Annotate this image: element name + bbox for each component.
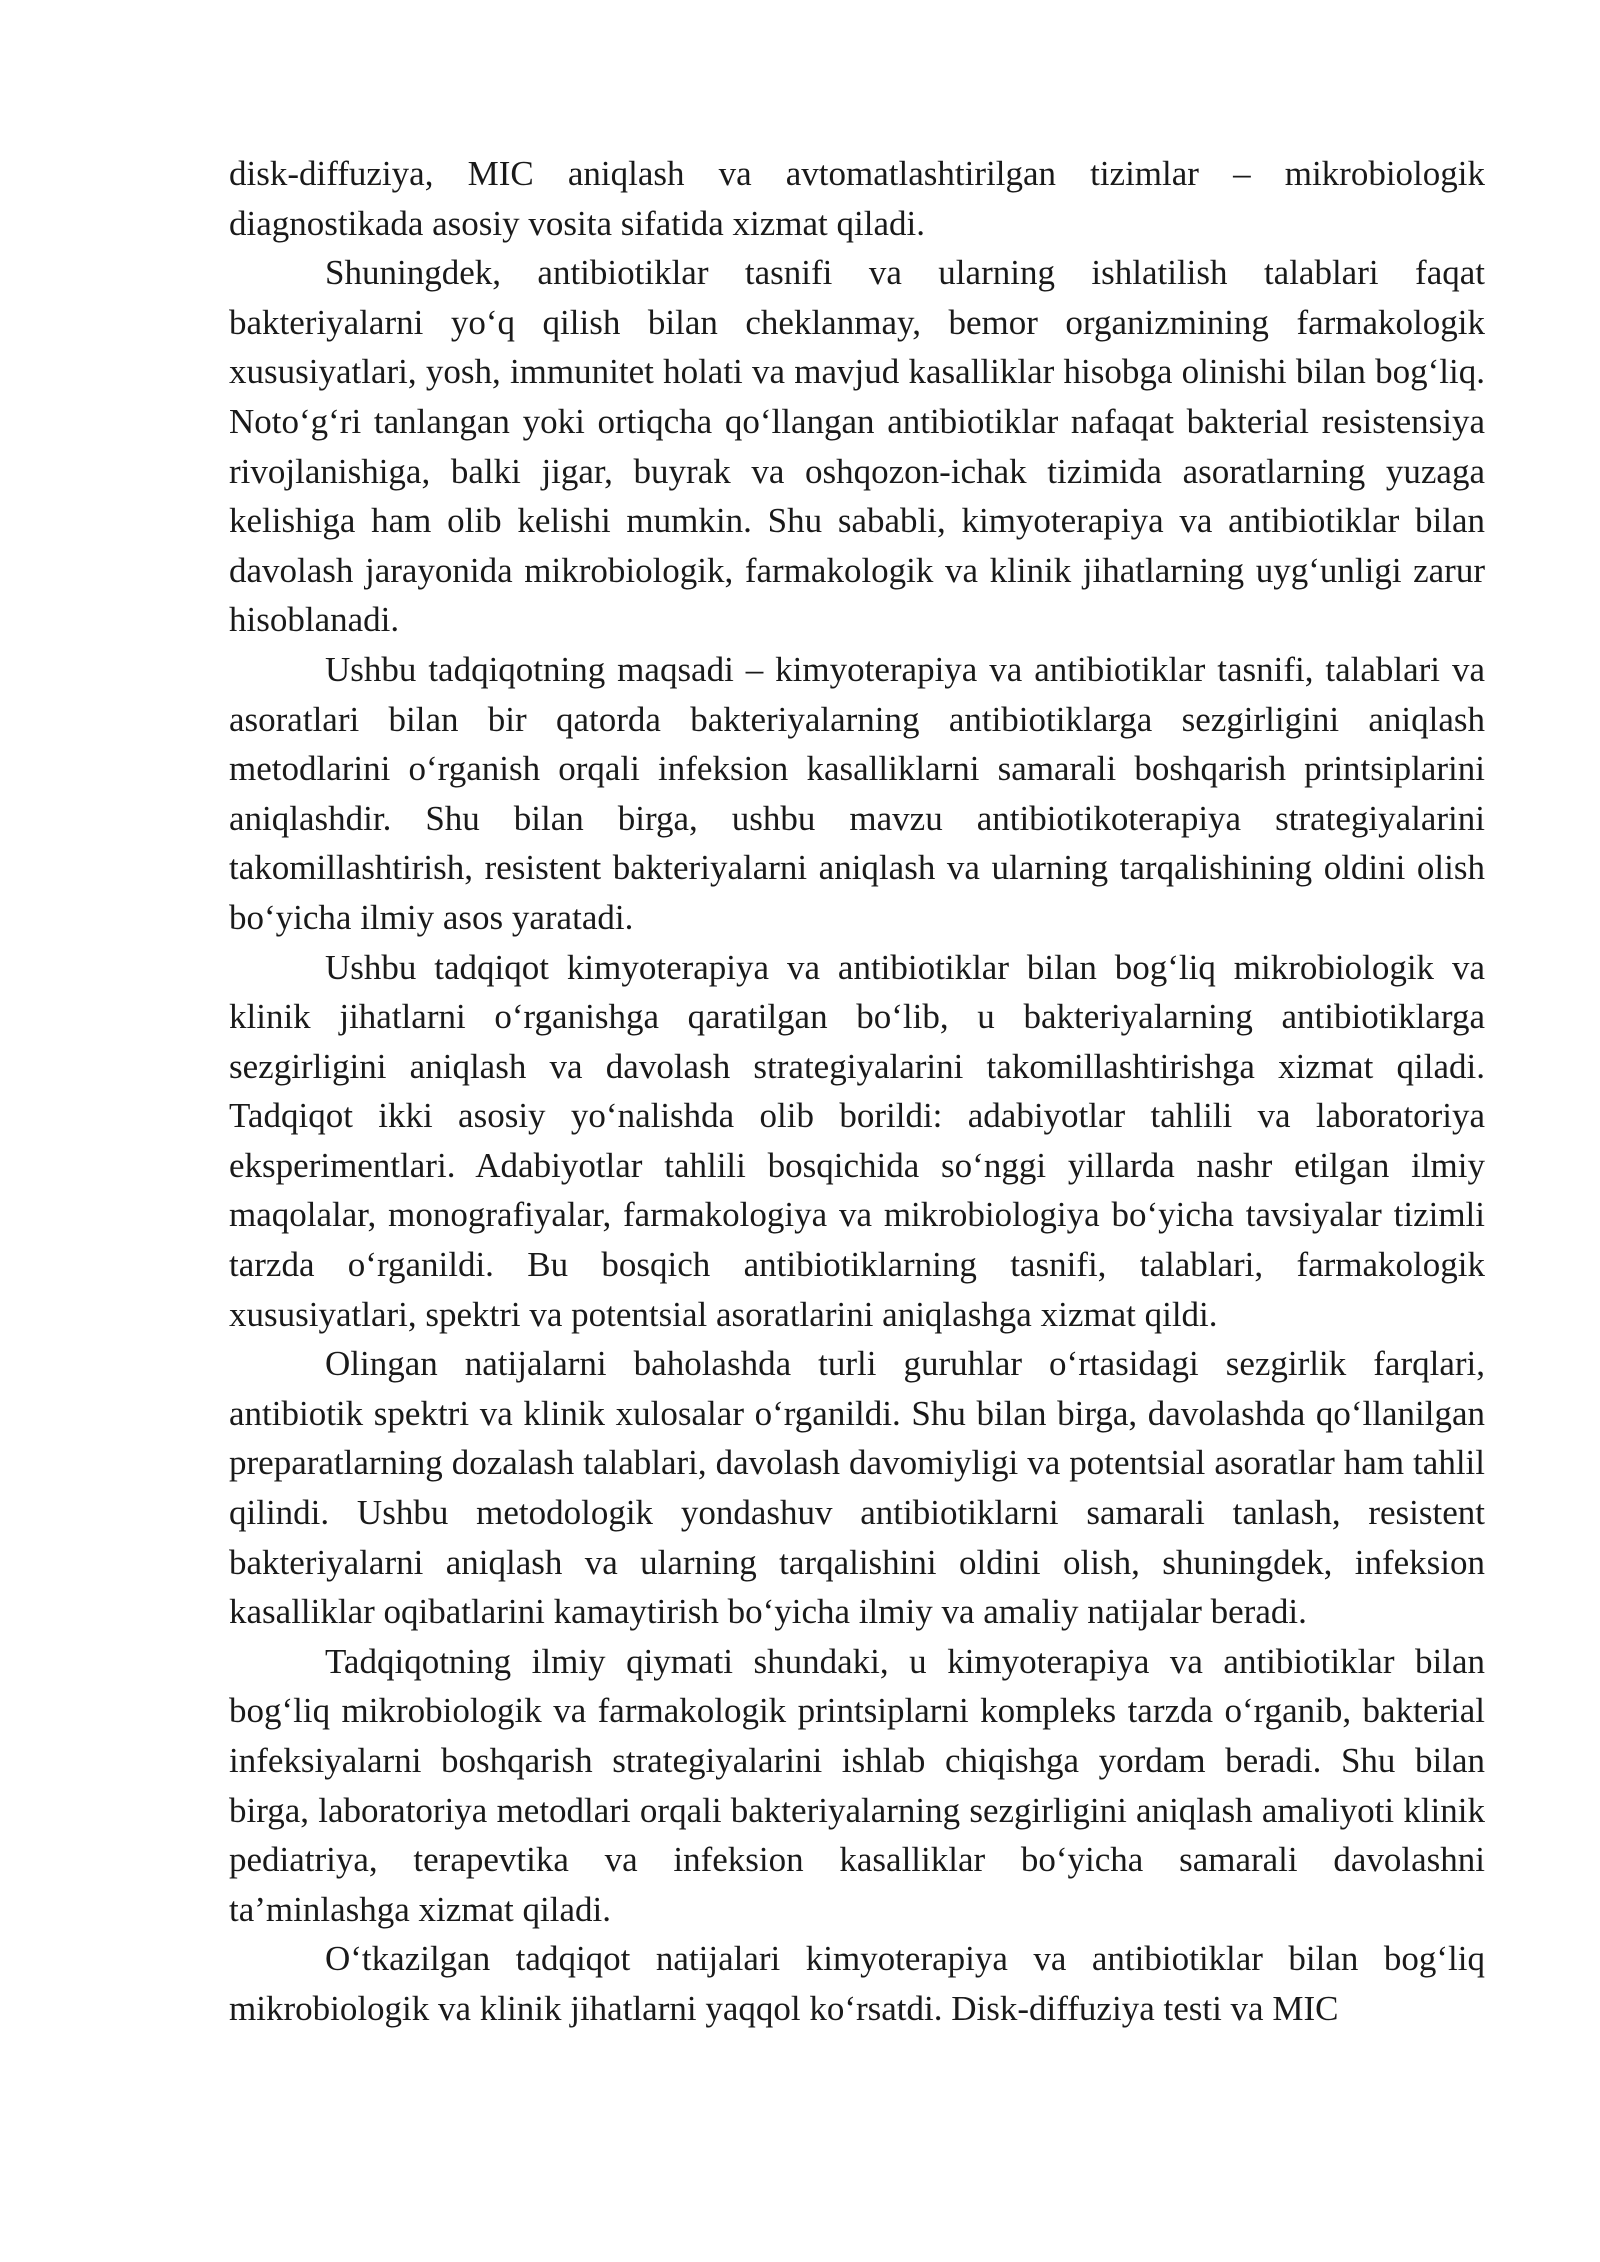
paragraph-evaluation: Olingan natijalarni baholashda turli guruhlar o‘rtasidagi sezgirlik farqlari, antibiotik spektri va klinik xulosalar o‘rganildi. Shu bilan birga, davolashda qo‘llanilgan preparatlarning dozalash talablari, davolash davomiyligi va potentsial asoratlar ham tahlil qilindi. Ushbu metodologik yondashuv antibiotiklarni samarali tanlash, resistent bakteriyalarni aniqlash va ularning tarqalishini oldini olish, shuningdek, infeksion kasalliklar oqibatlarini kamaytirish bo‘yicha ilmiy va amaliy natijalar beradi. bbox=[229, 1344, 1485, 1632]
paragraph-scientific-value: Tadqiqotning ilmiy qiymati shundaki, u kimyoterapiya va antibiotiklar bilan bog‘liq mikrobiologik va farmakologik printsiplarni kompleks tarzda o‘rganib, bakterial infeksiyalarni boshqarish strategiyalarini ishlab chiqishga yordam beradi. Shu bilan birga, laboratoriya metodlari orqali bakteriyalarning sezgirligini aniqlash amaliyoti klinik pediatriya, terapevtika va infeksion kasalliklar bo‘yicha samarali davolashni ta’minlashga xizmat qiladi. bbox=[229, 1641, 1485, 1929]
paragraph-methodology: Ushbu tadqiqot kimyoterapiya va antibiotiklar bilan bog‘liq mikrobiologik va klinik jihatlarni o‘rganishga qaratilgan bo‘lib, u bakteriyalarning antibiotiklarga sezgirligini aniqlash va davolash strategiyalarini takomillashtirishga xizmat qiladi. Tadqiqot ikki asosiy yo‘nalishda olib borildi: adabiyotlar tahlili va laboratoriya eksperimentlari. Adabiyotlar tahlili bosqichida so‘nggi yillarda nashr etilgan ilmiy maqolalar, monografiyalar, farmakologiya va mikrobiologiya bo‘yicha tavsiyalar tizimli tarzda o‘rganildi. Bu bosqich antibiotiklarning tasnifi, talablari, farmakologik xususiyatlari, spektri va potentsial asoratlarini aniqlashga xizmat qildi. bbox=[229, 947, 1485, 1334]
body-text bbox=[229, 149, 1485, 2034]
paragraph-research-aim: Ushbu tadqiqotning maqsadi – kimyoterapiya va antibiotiklar tasnifi, talablari va asoratlari bilan bir qatorda bakteriyalarning antibiotiklarga sezgirligini aniqlash metodlarini o‘rganish orqali infeksion kasalliklarni samarali boshqarish printsiplarini aniqlashdir. Shu bilan birga, ushbu mavzu antibiotikoterapiya strategiyalarini takomillashtirish, resistent bakteriyalarni aniqlash va ularning tarqalishining oldini olish bo‘yicha ilmiy asos yaratadi. bbox=[229, 649, 1485, 937]
paragraph-results: O‘tkazilgan tadqiqot natijalari kimyoterapiya va antibiotiklar bilan bog‘liq mikrobiologik va klinik jihatlarni yaqqol ko‘rsatdi. Disk-diffuziya testi va MIC bbox=[229, 1939, 1485, 2028]
paragraph-continuation: disk-diffuziya, MIC aniqlash va avtomatlashtirilgan tizimlar – mikrobiologik diagnostikada asosiy vosita sifatida xizmat qiladi. bbox=[229, 154, 1485, 243]
paragraph-antibiotic-requirements: Shuningdek, antibiotiklar tasnifi va ularning ishlatilish talablari faqat bakteriyalarni yo‘q qilish bilan cheklanmay, bemor organizmining farmakologik xususiyatlari, yosh, immunitet holati va mavjud kasalliklar hisobga olinishi bilan bog‘liq. Noto‘g‘ri tanlangan yoki ortiqcha qo‘llangan antibiotiklar nafaqat bakterial resistensiya rivojlanishiga, balki jigar, buyrak va oshqozon-ichak tizimida asoratlarning yuzaga kelishiga ham olib kelishi mumkin. Shu sababli, kimyoterapiya va antibiotiklar bilan davolash jarayonida mikrobiologik, farmakologik va klinik jihatlarning uyg‘unligi zarur hisoblanadi. bbox=[229, 253, 1485, 640]
